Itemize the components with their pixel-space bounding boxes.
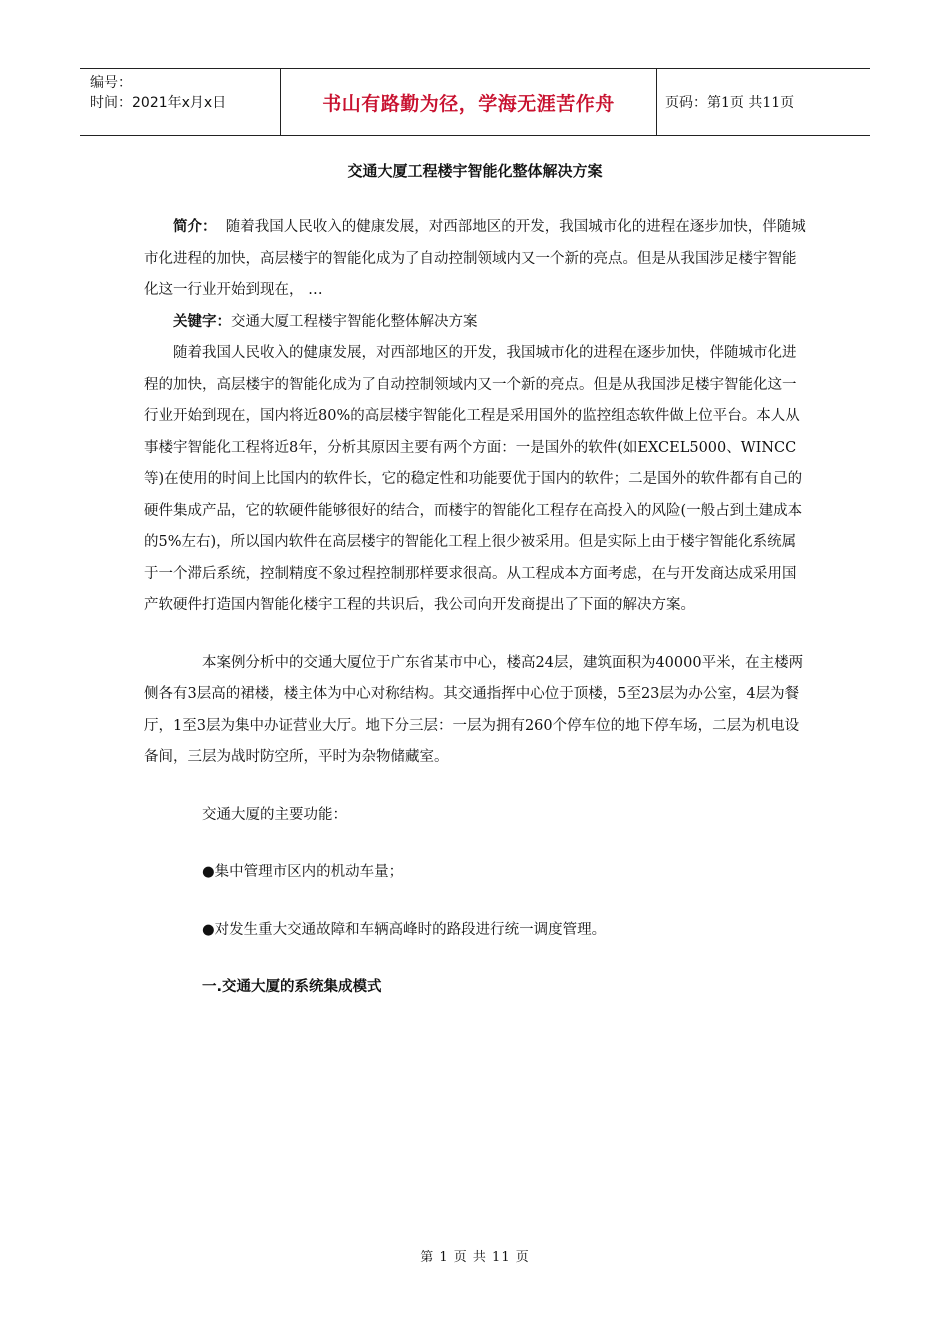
spacer [144, 831, 810, 857]
header-table [80, 68, 870, 136]
body-paragraph-1: 随着我国人民收入的健康发展，对西部地区的开发，我国城市化的进程在逐步加快，伴随城市化进程的加快，高层楼宇的智能化成为了自动控制领域内又一个新的亮点。但是从我国涉足楼宇智能化这一行业开始到现在，国内将近80%的高层楼宇智能化工程是采用国外的监控组态软件做上位平台。本人从事楼宇智能化工程将近8年，分析其原因主要有两个方面：一是国外的软件(如EXCEL5000、WINCC等)在使用的时间上比国内的软件长，它的稳定性和功能要优于国内的软件；二是国外的软件都有自己的硬件集成产品，它的软硬件能够很好的结合，而楼宇的智能化工程存在高投入的风险(一般占到土建成本的5%左右)，所以国内软件在高层楼宇的智能化工程上很少被采用。但是实际上由于楼宇智能化系统属于一个滞后系统，控制精度不象过程控制那样要求很高。从工程成本方面考虑，在与开发商达成采用国产软硬件打造国内智能化楼宇工程的共识后，我公司向开发商提出了下面的解决方案。 [144, 345, 803, 613]
functions-title: 交通大厦的主要功能： [202, 806, 347, 823]
intro-label: 简介： [173, 219, 217, 235]
keywords-paragraph [144, 307, 810, 339]
document-body [144, 212, 810, 1004]
header-left-cell [80, 69, 281, 135]
keywords-text: 交通大厦工程楼宇智能化整体解决方案 [231, 313, 478, 330]
document-title: 交通大厦工程楼宇智能化整体解决方案 [347, 162, 603, 180]
section-heading: 一.交通大厦的系统集成模式 [202, 979, 382, 995]
bullet-item: ●集中管理市区内的机动车量； [202, 864, 404, 880]
spacer [144, 889, 810, 915]
time-label: 时间：2021年x月x日 [90, 95, 227, 111]
spacer [144, 946, 810, 972]
spacer [144, 774, 810, 800]
spacer [144, 622, 810, 648]
page-info: 页码：第1页 共11页 [665, 95, 795, 111]
bullet-item: ●对发生重大交通故障和车辆高峰时的路段进行统一调度管理。 [202, 921, 607, 938]
intro-text: 随着我国人民收入的健康发展，对西部地区的开发，我国城市化的进程在逐步加快，伴随城市化进程的加快，高层楼宇的智能化成为了自动控制领域内又一个新的亮点。但是从我国涉足楼宇智能化这一行业开始到现在， … [144, 219, 806, 298]
keywords-label: 关键字： [173, 313, 231, 330]
number-label: 编号： [90, 75, 132, 91]
page-footer: 第 1 页 共 11 页 [420, 1250, 530, 1265]
intro-paragraph [144, 212, 810, 307]
motto: 书山有路勤为径，学海无涯苦作舟 [281, 69, 657, 135]
body-paragraph-2: 本案例分析中的交通大厦位于广东省某市中心，楼高24层，建筑面积为40000平米，在主楼两侧各有3层高的裙楼，楼主体为中心对称结构。其交通指挥中心位于顶楼，5至23层为办公室，4层为餐厅，1至3层为集中办证营业大厅。地下分三层：一层为拥有260个停车位的地下停车场，二层为机电设备间，三层为战时防空所，平时为杂物储藏室。 [144, 654, 804, 765]
